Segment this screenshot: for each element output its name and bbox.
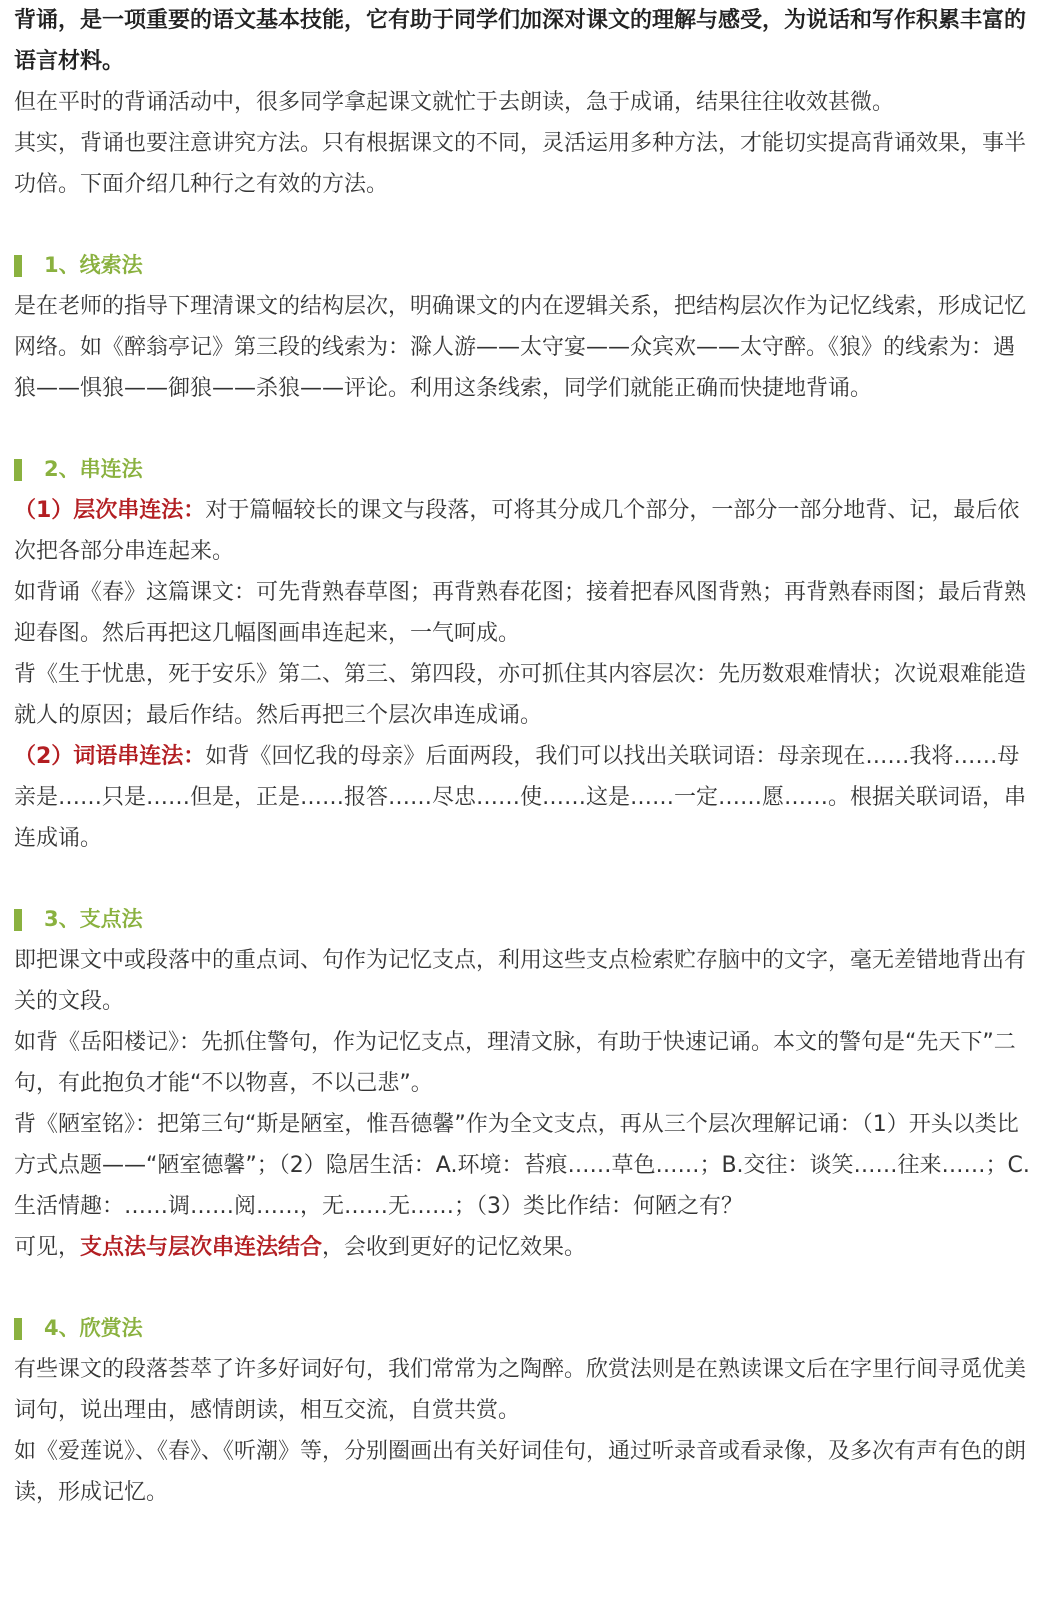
section-title-3: 3、支点法 bbox=[44, 907, 143, 931]
s2-sub2 bbox=[14, 736, 1030, 859]
s2-sub1 bbox=[14, 490, 1030, 572]
s3-p4-highlight: 支点法与层次串连法结合 bbox=[80, 1235, 323, 1260]
intro-paragraph-2: 其实，背诵也要注意讲究方法。只有根据课文的不同，灵活运用多种方法，才能切实提高背诵效果，事半功倍。下面介绍几种行之有效的方法。 bbox=[14, 131, 1027, 197]
s3-paragraph-4 bbox=[14, 1227, 1030, 1268]
section-heading-3 bbox=[14, 899, 1030, 940]
heading-bar bbox=[14, 255, 22, 277]
section-heading-4 bbox=[14, 1308, 1030, 1349]
s2-paragraph-2: 如背诵《春》这篇课文：可先背熟春草图；再背熟春花图；接着把春风图背熟；再背熟春雨图；最后背熟迎春图。然后再把这几幅图画串连起来，一气呵成。 bbox=[14, 580, 1027, 646]
s2-paragraph-3: 背《生于忧患，死于安乐》第二、第三、第四段，亦可抓住其内容层次：先历数艰难情状；次说艰难能造就人的原因；最后作结。然后再把三个层次串连成诵。 bbox=[14, 662, 1027, 728]
s2-sub2-text: 如背《回忆我的母亲》后面两段，我们可以找出关联词语：母亲现在……我将……母亲是……只是……但是，正是……报答……尽忠……使……这是……一定……愿……。根据关联词语，串连成诵。 bbox=[14, 744, 1027, 851]
section-heading-1 bbox=[14, 245, 1030, 286]
intro-paragraph-1: 但在平时的背诵活动中，很多同学拿起课文就忙于去朗读，急于成诵，结果往往收效甚微。 bbox=[14, 90, 895, 115]
section-title-1: 1、线索法 bbox=[44, 253, 143, 277]
heading-bar bbox=[14, 1318, 22, 1340]
spacer bbox=[14, 409, 1030, 449]
spacer bbox=[14, 1268, 1030, 1308]
spacer bbox=[14, 859, 1030, 899]
heading-bar bbox=[14, 909, 22, 931]
section-title-2: 2、串连法 bbox=[44, 457, 143, 481]
s1-paragraph: 是在老师的指导下理清课文的结构层次，明确课文的内在逻辑关系，把结构层次作为记忆线索，形成记忆网络。如《醉翁亭记》第三段的线索为：滁人游——太守宴——众宾欢——太守醉。《狼》的线索为：遇狼——惧狼——御狼——杀狼——评论。利用这条线索，同学们就能正确而快捷地背诵。 bbox=[14, 294, 1027, 401]
heading-bar bbox=[14, 459, 22, 481]
s3-paragraph-2: 如背《岳阳楼记》：先抓住警句，作为记忆支点，理清文脉，有助于快速记诵。本文的警句是“先天下”二句，有此抱负才能“不以物喜，不以己悲”。 bbox=[14, 1030, 1016, 1096]
s3-paragraph-3: 背《陋室铭》：把第三句“斯是陋室，惟吾德馨”作为全文支点，再从三个层次理解记诵：（1）开头以类比方式点题——“陋室德馨”；（2）隐居生活：A.环境：苔痕……草色……；B.交往：谈笑……往来……；C.生活情趣：……调……阅……，无……无……；（3）类比作结：何陋之有？ bbox=[14, 1112, 1030, 1219]
s4-paragraph-1: 有些课文的段落荟萃了许多好词好句，我们常常为之陶醉。欣赏法则是在熟读课文后在字里行间寻觅优美词句，说出理由，感情朗读，相互交流，自赏共赏。 bbox=[14, 1357, 1027, 1423]
spacer bbox=[14, 205, 1030, 245]
s4-paragraph-2: 如《爱莲说》、《春》、《听潮》等，分别圈画出有关好词佳句，通过听录音或看录像，及多次有声有色的朗读，形成记忆。 bbox=[14, 1439, 1027, 1505]
s2-sub2-label: （2）词语串连法： bbox=[14, 744, 206, 769]
s3-paragraph-1: 即把课文中或段落中的重点词、句作为记忆支点，利用这些支点检索贮存脑中的文字，毫无差错地背出有关的文段。 bbox=[14, 948, 1027, 1014]
intro-bold: 背诵，是一项重要的语文基本技能，它有助于同学们加深对课文的理解与感受，为说话和写作积累丰富的语言材料。 bbox=[14, 8, 1027, 74]
s3-p4-pre: 可见， bbox=[14, 1235, 81, 1260]
section-title-4: 4、欣赏法 bbox=[44, 1316, 143, 1340]
section-heading-2 bbox=[14, 449, 1030, 490]
s2-sub1-label: （1）层次串连法： bbox=[14, 498, 206, 523]
s2-sub1-text: 对于篇幅较长的课文与段落，可将其分成几个部分，一部分一部分地背、记，最后依次把各部分串连起来。 bbox=[14, 498, 1020, 564]
s3-p4-post: ，会收到更好的记忆效果。 bbox=[322, 1235, 587, 1260]
